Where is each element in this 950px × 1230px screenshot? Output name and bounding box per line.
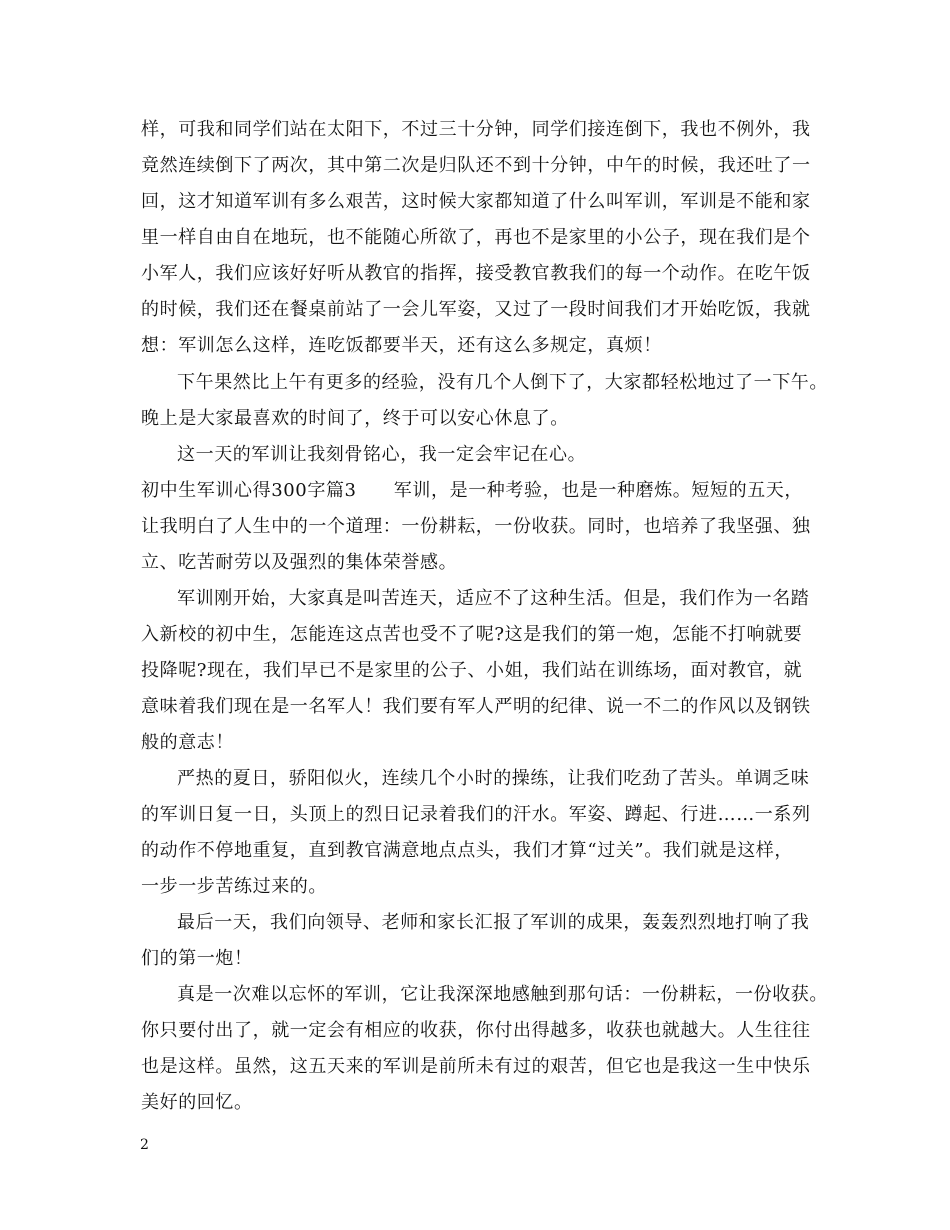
paragraph-first-line: 真是一次难以忘怀的军训，它让我深深地感触到那句话：一份耕耘，一份收获。 [177,984,828,1005]
text-line: 立、吃苦耐劳以及强烈的集体荣誉感。 [141,552,458,573]
text-line: 一步一步苦练过来的。 [141,876,327,897]
text-line: 般的意志！ [141,732,234,753]
text-line: 也是这样。虽然，这五天来的军训是前所未有过的艰苦，但它也是我这一生中快乐 [141,1056,811,1077]
page-number: 2 [140,1137,149,1153]
text-line: 晚上是大家最喜欢的时间了，终于可以安心休息了。 [141,408,569,429]
text-line: 让我明白了人生中的一个道理：一份耕耘，一份收获。同时，也培养了我坚强、独 [141,516,811,537]
paragraph-first-line: 最后一天，我们向领导、老师和家长汇报了军训的成果，轰轰烈烈地打响了我 [177,912,810,933]
text-line: 想：军训怎么这样，连吃饭都要半天，还有这么多规定，真烦！ [141,335,662,356]
text-line: 入新校的初中生，怎能连这点苦也受不了呢?这是我们的第一炮，怎能不打响就要 [141,624,803,645]
text-line: 投降呢?现在，我们早已不是家里的公子、小姐，我们站在训练场，面对教官，就 [141,660,803,681]
text-line: 小军人，我们应该好好听从教官的指挥，接受教官教我们的每一个动作。在吃午饭 [141,263,811,284]
text-line: 里一样自由自在地玩，也不能随心所欲了，再也不是家里的小公子，现在我们是个 [141,227,811,248]
paragraph-first-line: 这一天的军训让我刻骨铭心，我一定会牢记在心。 [177,444,587,465]
text-line: 意味着我们现在是一名军人！我们要有军人严明的纪律、说一不二的作风以及钢铁 [141,696,811,717]
paragraph-first-line: 严热的夏日，骄阳似火，连续几个小时的操练，让我们吃劲了苦头。单调乏味 [177,768,810,789]
text-line: 样，可我和同学们站在太阳下，不过三十分钟，同学们接连倒下，我也不例外，我 [141,119,811,140]
text-line: 的动作不停地重复，直到教官满意地点点头，我们才算“过关”。我们就是这样， [141,840,794,861]
text-line: 你只要付出了，就一定会有相应的收获，你付出得越多，收获也就越大。人生往往 [141,1020,811,1041]
section-heading-line: 初中生军训心得300字篇3 军训，是一种考验，也是一种磨炼。短短的五天， [141,480,804,501]
paragraph-first-line: 下午果然比上午有更多的经验，没有几个人倒下了，大家都轻松地过了一下午。 [177,372,828,393]
paragraph-first-line: 军训刚开始，大家真是叫苦连天，适应不了这种生活。但是，我们作为一名踏 [177,588,810,609]
text-line: 们的第一炮！ [141,948,253,969]
text-line: 回，这才知道军训有多么艰苦，这时候大家都知道了什么叫军训，军训是不能和家 [141,191,811,212]
text-line: 的时候，我们还在餐桌前站了一会儿军姿，又过了一段时间我们才开始吃饭，我就 [141,299,811,320]
text-line: 美好的回忆。 [141,1092,253,1113]
text-line: 的军训日复一日，头顶上的烈日记录着我们的汗水。军姿、蹲起、行进……一系列 [141,804,811,825]
text-line: 竟然连续倒下了两次，其中第二次是归队还不到十分钟，中午的时候，我还吐了一 [141,155,811,176]
